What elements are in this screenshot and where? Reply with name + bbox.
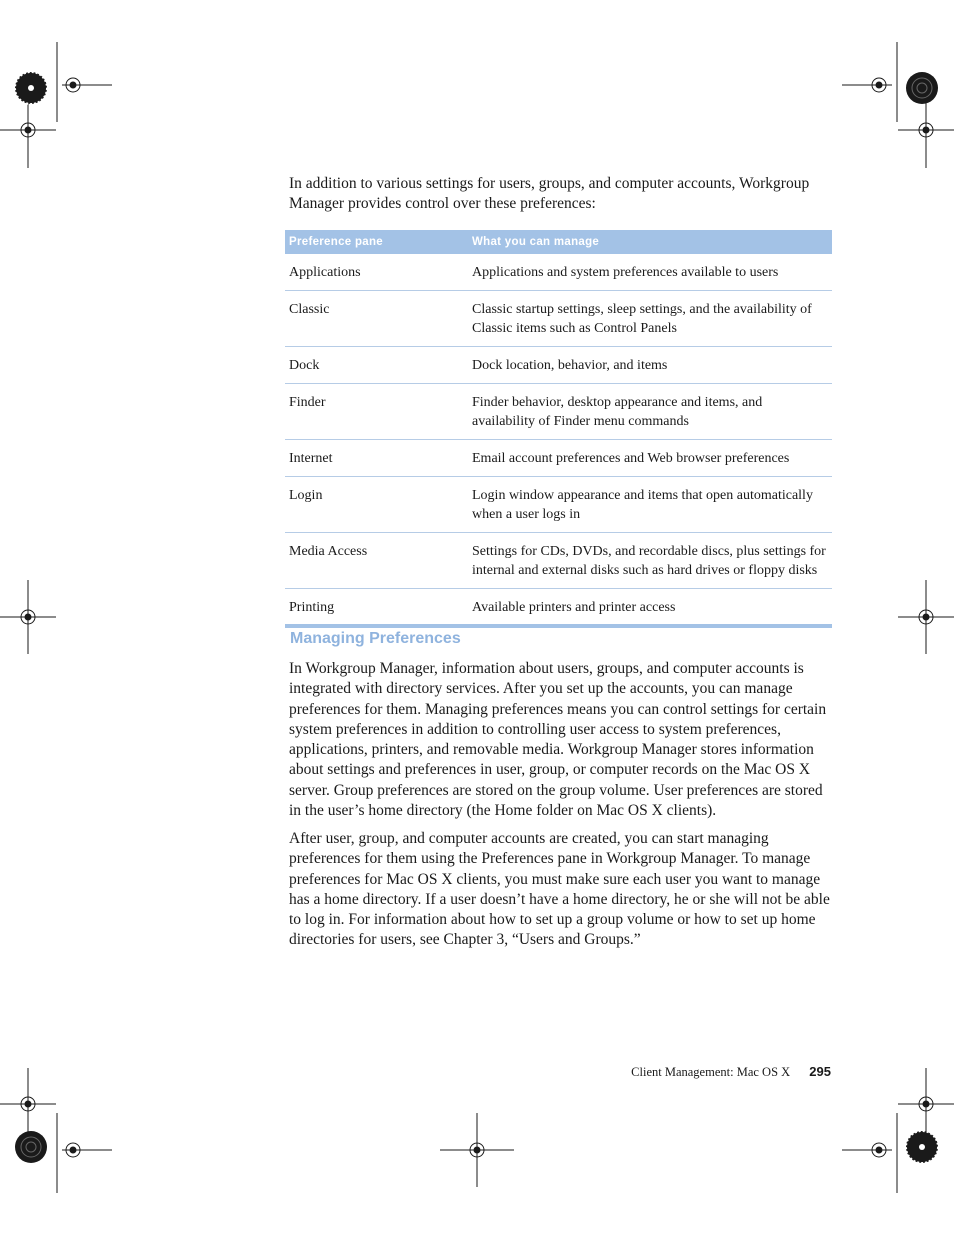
manage-cell: Email account preferences and Web browser preferences	[468, 440, 832, 477]
pane-cell: Dock	[285, 347, 468, 384]
pane-cell: Media Access	[285, 533, 468, 589]
manage-cell: Applications and system preferences available to users	[468, 254, 832, 291]
manage-cell: Available printers and printer access	[468, 589, 832, 627]
pane-cell: Finder	[285, 384, 468, 440]
pane-cell: Printing	[285, 589, 468, 627]
section-heading: Managing Preferences	[290, 630, 461, 647]
table-row	[285, 477, 832, 533]
manage-cell: Finder behavior, desktop appearance and items, and availability of Finder menu commands	[468, 384, 832, 440]
manage-cell: Settings for CDs, DVDs, and recordable discs, plus settings for internal and external disks such as hard drives or floppy disks	[468, 533, 832, 589]
page-footer	[631, 1064, 831, 1080]
preferences-table	[285, 230, 832, 628]
table-row	[285, 291, 832, 347]
running-head: Client Management: Mac OS X	[631, 1065, 791, 1079]
table-row	[285, 589, 832, 627]
intro-paragraph: In addition to various settings for users, groups, and computer accounts, Workgroup Manager provides control over these preferences:	[289, 175, 810, 212]
manage-cell: Classic startup settings, sleep settings, and the availability of Classic items such as Control Panels	[468, 291, 832, 347]
page-number: 295	[809, 1064, 831, 1079]
table-row	[285, 347, 832, 384]
header-preference-pane: Preference pane	[285, 230, 468, 254]
pane-cell: Login	[285, 477, 468, 533]
pane-cell: Internet	[285, 440, 468, 477]
body-paragraph: After user, group, and computer accounts are created, you can start managing preferences for them using the Preferences pane in Workgroup Manager. To manage preferences for Mac OS X clients, you must make sure each user you want to manage has a home directory. If a user doesn’t have a home directory, he or she will not be able to log in. For information about how to set up a group volume or how to set up home directories for users, see Chapter 3, “Users and Groups.”	[289, 830, 830, 949]
body-paragraph: In Workgroup Manager, information about users, groups, and computer accounts is integrated with directory services. After you set up the accounts, you can manage preferences for them. Managing preferences means you can control settings for certain system preferences in addition to controlling user access to system preferences, applications, printers, and removable media. Workgroup Manager stores information about settings and preferences in user, group, or computer records on the Mac OS X server. Group preferences are stored on the group volume. User preferences are stored in the user’s home directory (the Home folder on Mac OS X clients).	[289, 660, 827, 820]
table-row	[285, 440, 832, 477]
table-row	[285, 254, 832, 291]
pane-cell: Classic	[285, 291, 468, 347]
table-row	[285, 533, 832, 589]
table-header-row	[285, 230, 832, 254]
table-row	[285, 384, 832, 440]
manage-cell: Login window appearance and items that open automatically when a user logs in	[468, 477, 832, 533]
pane-cell: Applications	[285, 254, 468, 291]
manage-cell: Dock location, behavior, and items	[468, 347, 832, 384]
header-what-you-can-manage: What you can manage	[468, 230, 832, 254]
